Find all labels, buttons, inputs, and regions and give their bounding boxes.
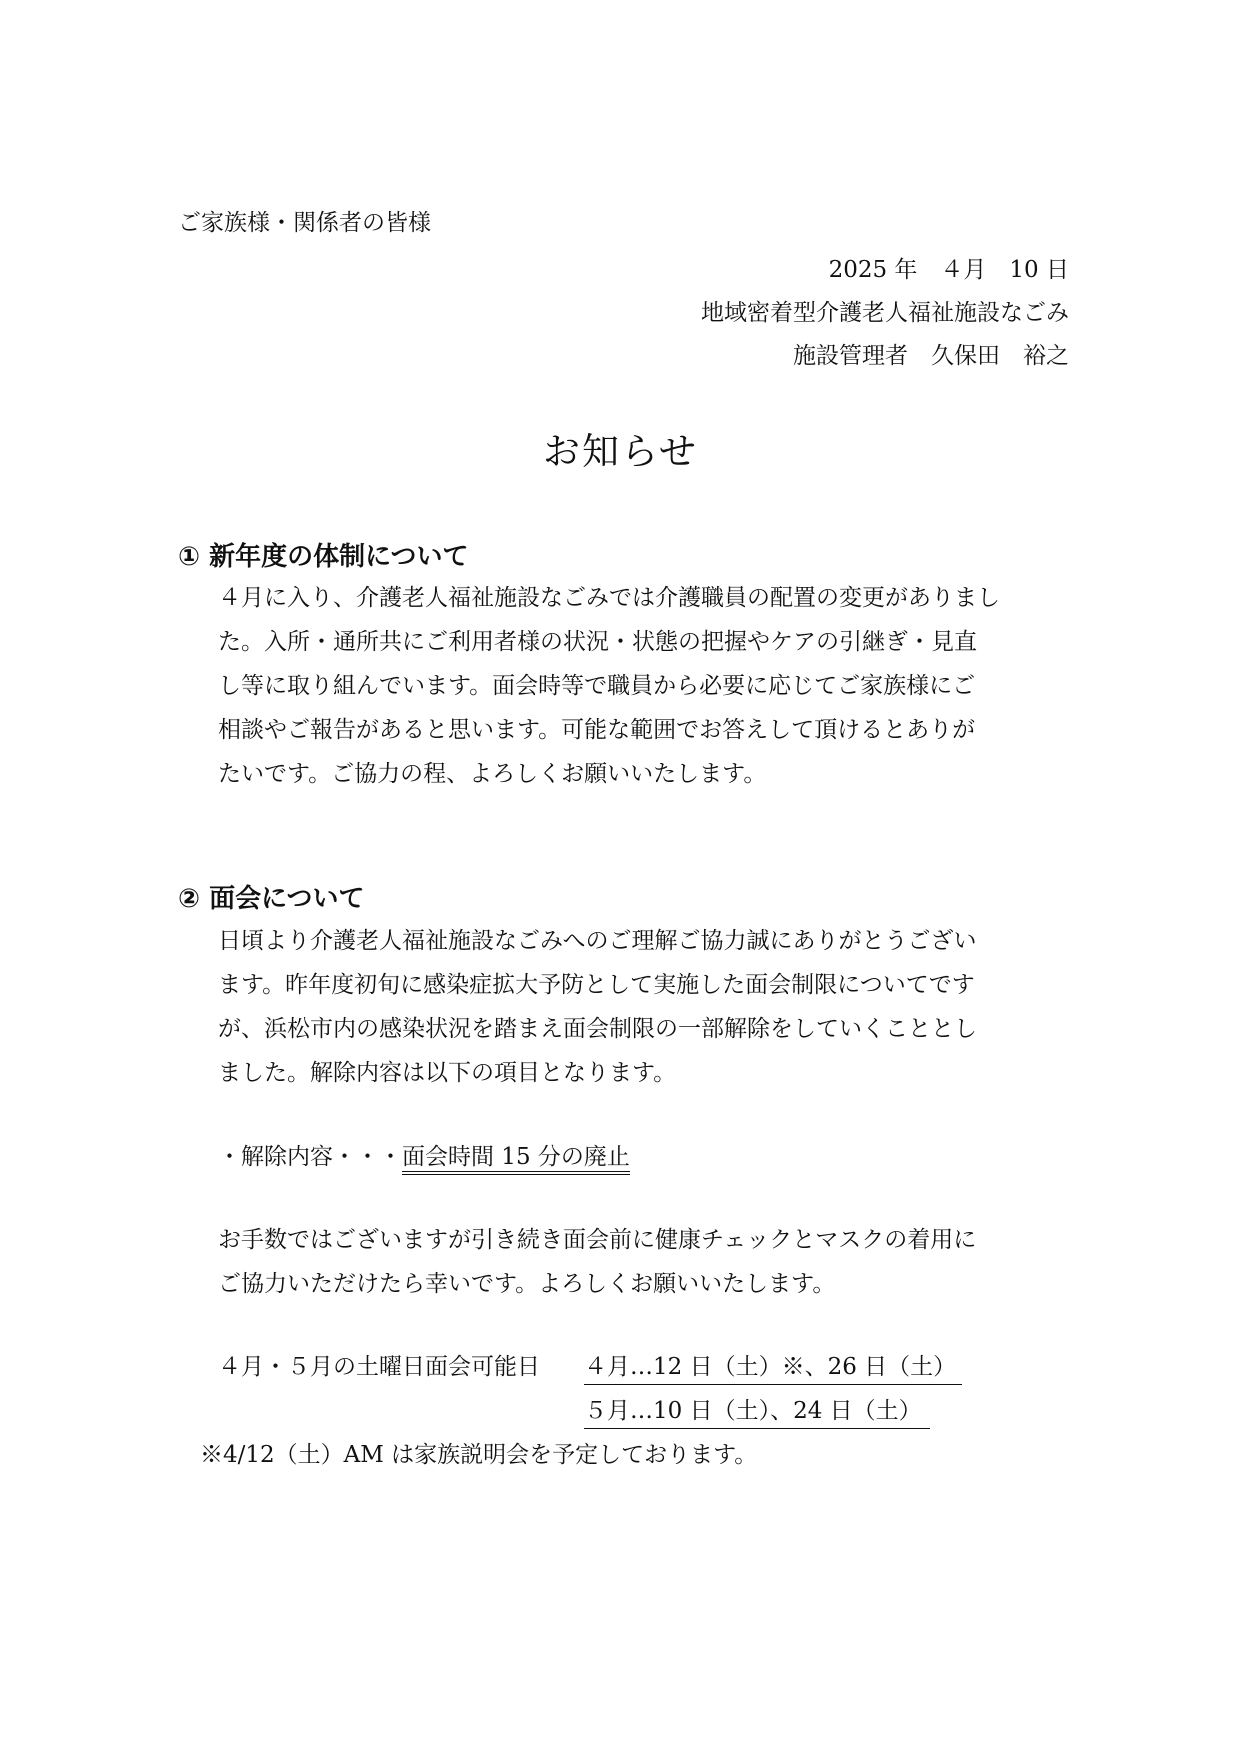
saturday-label: ４月・５月の土曜日面会可能日: [218, 1354, 540, 1380]
footnote: ※4/12（土）AM は家族説明会を予定しております。: [200, 1442, 758, 1468]
page-title: お知らせ: [543, 430, 698, 473]
request-line: ご協力いただけたら幸いです。よろしくお願いいたします。: [218, 1271, 836, 1297]
manager-name: 施設管理者 久保田 裕之: [793, 343, 1069, 369]
section1-line: た。入所・通所共にご利用者様の状況・状態の把握やケアの引継ぎ・見直: [218, 629, 977, 655]
release-value: 面会時間 15 分の廃止: [402, 1144, 630, 1175]
section1-heading: ① 新年度の体制について: [178, 542, 469, 572]
section1-line: 相談やご報告があると思います。可能な範囲でお答えして頂けるとありが: [218, 717, 976, 743]
section2-line: ます。昨年度初旬に感染症拡大予防として実施した面会制限についてです: [218, 972, 975, 998]
section2-line: ました。解除内容は以下の項目となります。: [218, 1060, 677, 1086]
section1-line: し等に取り組んでいます。面会時等で職員から必要に応じてご家族様にご: [218, 673, 976, 699]
section1-line: ４月に入り、介護老人福祉施設なごみでは介護職員の配置の変更がありまし: [218, 585, 1000, 611]
request-line: お手数ではございますが引き続き面会前に健康チェックとマスクの着用に: [218, 1227, 977, 1253]
facility-name: 地域密着型介護老人福祉施設なごみ: [701, 300, 1069, 326]
section2-line: が、浜松市内の感染状況を踏まえ面会制限の一部解除をしていくこととし: [218, 1016, 977, 1042]
release-item: [218, 1142, 630, 1172]
section2-line: 日頃より介護老人福祉施設なごみへのご理解ご協力誠にありがとうござい: [218, 928, 977, 954]
document-date: 2025 年 ４月 10 日: [828, 257, 1069, 283]
saturday-may: ５月…10 日（土）、24 日（土）: [584, 1396, 930, 1429]
section1-line: たいです。ご協力の程、よろしくお願いいたします。: [218, 761, 767, 787]
saturday-april: ４月…12 日（土）※、26 日（土）: [584, 1352, 962, 1385]
section2-heading: ② 面会について: [178, 884, 365, 914]
addressee: ご家族様・関係者の皆様: [178, 210, 431, 236]
release-label: ・解除内容・・・: [218, 1144, 402, 1170]
